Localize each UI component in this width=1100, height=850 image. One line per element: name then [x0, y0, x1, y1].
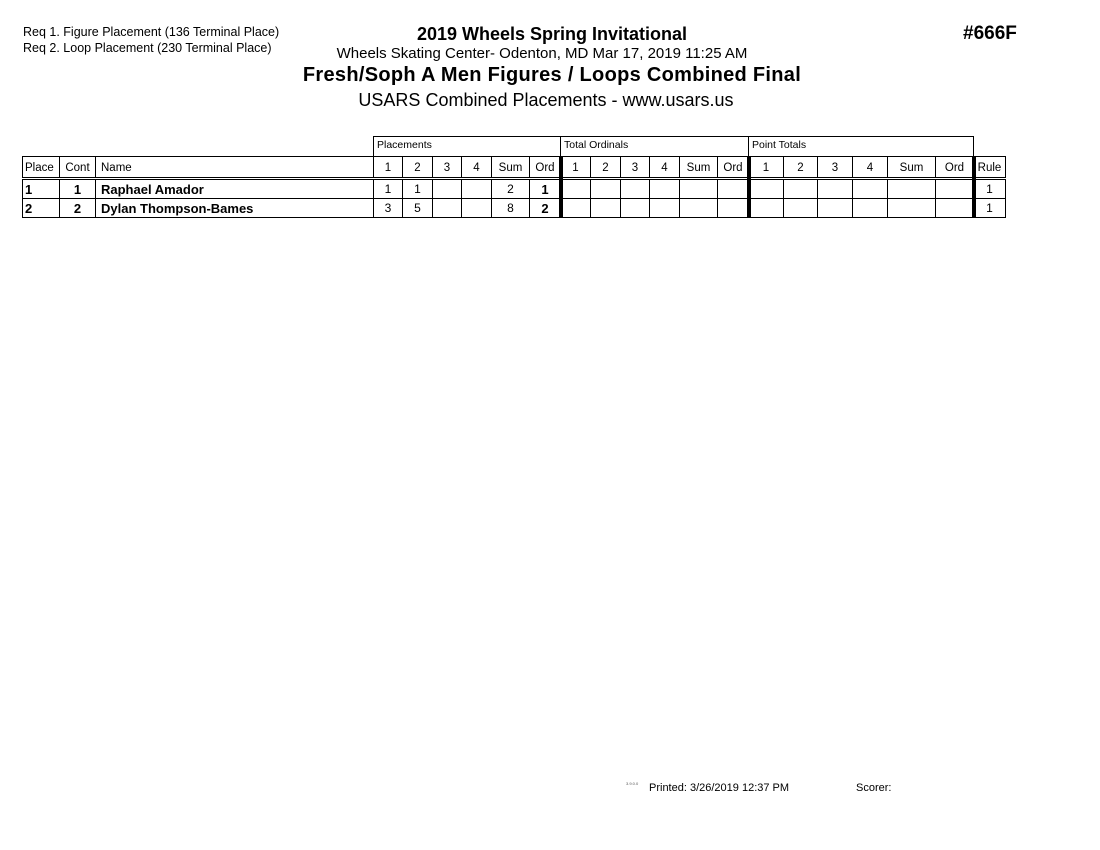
placement-2-cell: 1 [402, 179, 433, 199]
placement-sum-cell: 8 [491, 198, 530, 218]
column-header-placement-4: 4 [461, 156, 492, 178]
points-ord-cell [935, 198, 974, 218]
column-header-ordinal-4: 4 [649, 156, 680, 178]
column-header-ordinal-3: 3 [620, 156, 650, 178]
group-header-total-ordinals: Total Ordinals [560, 136, 749, 157]
placement-sum-cell: 2 [491, 179, 530, 199]
ordinal-3-cell [620, 179, 650, 199]
separator-placements-ordinals [559, 156, 563, 218]
points-3-cell [817, 198, 853, 218]
printed-timestamp: Printed: 3/26/2019 12:37 PM [649, 782, 790, 794]
column-header-points-1: 1 [748, 156, 784, 178]
column-header-place: Place [22, 156, 60, 178]
column-header-placement-ord: Ord [529, 156, 561, 178]
column-header-cont: Cont [59, 156, 96, 178]
ordinal-4-cell [649, 198, 680, 218]
requirement-1: Req 1. Figure Placement (136 Terminal Place) [23, 25, 280, 39]
points-3-cell [817, 179, 853, 199]
column-header-placement-3: 3 [432, 156, 462, 178]
scorer-label: Scorer: [856, 782, 892, 794]
placement-1-cell: 3 [373, 198, 403, 218]
column-header-points-sum: Sum [887, 156, 936, 178]
placement-4-cell [461, 179, 492, 199]
group-header-point-totals: Point Totals [748, 136, 974, 157]
placement-ord-cell: 2 [529, 198, 561, 218]
subtitle: USARS Combined Placements - www.usars.us [358, 90, 734, 110]
column-header-ordinal-2: 2 [590, 156, 621, 178]
points-4-cell [852, 198, 888, 218]
column-header-points-3: 3 [817, 156, 853, 178]
ordinal-ord-cell [717, 198, 749, 218]
column-header-placement-1: 1 [373, 156, 403, 178]
points-sum-cell [887, 198, 936, 218]
column-header-rule: Rule [973, 156, 1006, 178]
points-1-cell [748, 198, 784, 218]
placement-4-cell [461, 198, 492, 218]
points-ord-cell [935, 179, 974, 199]
column-header-points-ord: Ord [935, 156, 974, 178]
points-2-cell [783, 198, 818, 218]
column-header-placement-sum: Sum [491, 156, 530, 178]
rule-cell: 1 [973, 198, 1006, 218]
placement-3-cell [432, 198, 462, 218]
separator-points-rule [972, 156, 976, 218]
rule-cell: 1 [973, 179, 1006, 199]
event-title: Fresh/Soph A Men Figures / Loops Combined Final [302, 64, 802, 86]
ordinal-ord-cell [717, 179, 749, 199]
column-header-placement-2: 2 [402, 156, 433, 178]
group-header-placements: Placements [373, 136, 561, 157]
cont-cell: 2 [59, 198, 96, 218]
software-version: 3.9.0.0 [626, 781, 639, 786]
competition-title: 2019 Wheels Spring Invitational [416, 24, 688, 44]
ordinal-1-cell [560, 179, 591, 199]
venue-date-line: Wheels Skating Center- Odenton, MD Mar 17, 2019 11:25 AM [336, 45, 748, 62]
placement-ord-cell: 1 [529, 179, 561, 199]
ordinal-sum-cell [679, 198, 718, 218]
requirement-2: Req 2. Loop Placement (230 Terminal Place) [23, 41, 272, 55]
column-header-points-2: 2 [783, 156, 818, 178]
points-1-cell [748, 179, 784, 199]
place-cell: 1 [22, 179, 60, 199]
ordinal-sum-cell [679, 179, 718, 199]
column-header-name: Name [95, 156, 374, 178]
event-code: #666F [963, 23, 1017, 44]
column-header-ordinal-ord: Ord [717, 156, 749, 178]
ordinal-2-cell [590, 198, 621, 218]
points-2-cell [783, 179, 818, 199]
ordinal-3-cell [620, 198, 650, 218]
ordinal-2-cell [590, 179, 621, 199]
column-header-ordinal-1: 1 [560, 156, 591, 178]
placement-2-cell: 5 [402, 198, 433, 218]
name-cell: Raphael Amador [95, 179, 374, 199]
placement-3-cell [432, 179, 462, 199]
place-cell: 2 [22, 198, 60, 218]
points-4-cell [852, 179, 888, 199]
points-sum-cell [887, 179, 936, 199]
ordinal-1-cell [560, 198, 591, 218]
column-header-ordinal-sum: Sum [679, 156, 718, 178]
cont-cell: 1 [59, 179, 96, 199]
separator-ordinals-points [747, 156, 751, 218]
name-cell: Dylan Thompson-Bames [95, 198, 374, 218]
placement-1-cell: 1 [373, 179, 403, 199]
ordinal-4-cell [649, 179, 680, 199]
column-header-points-4: 4 [852, 156, 888, 178]
